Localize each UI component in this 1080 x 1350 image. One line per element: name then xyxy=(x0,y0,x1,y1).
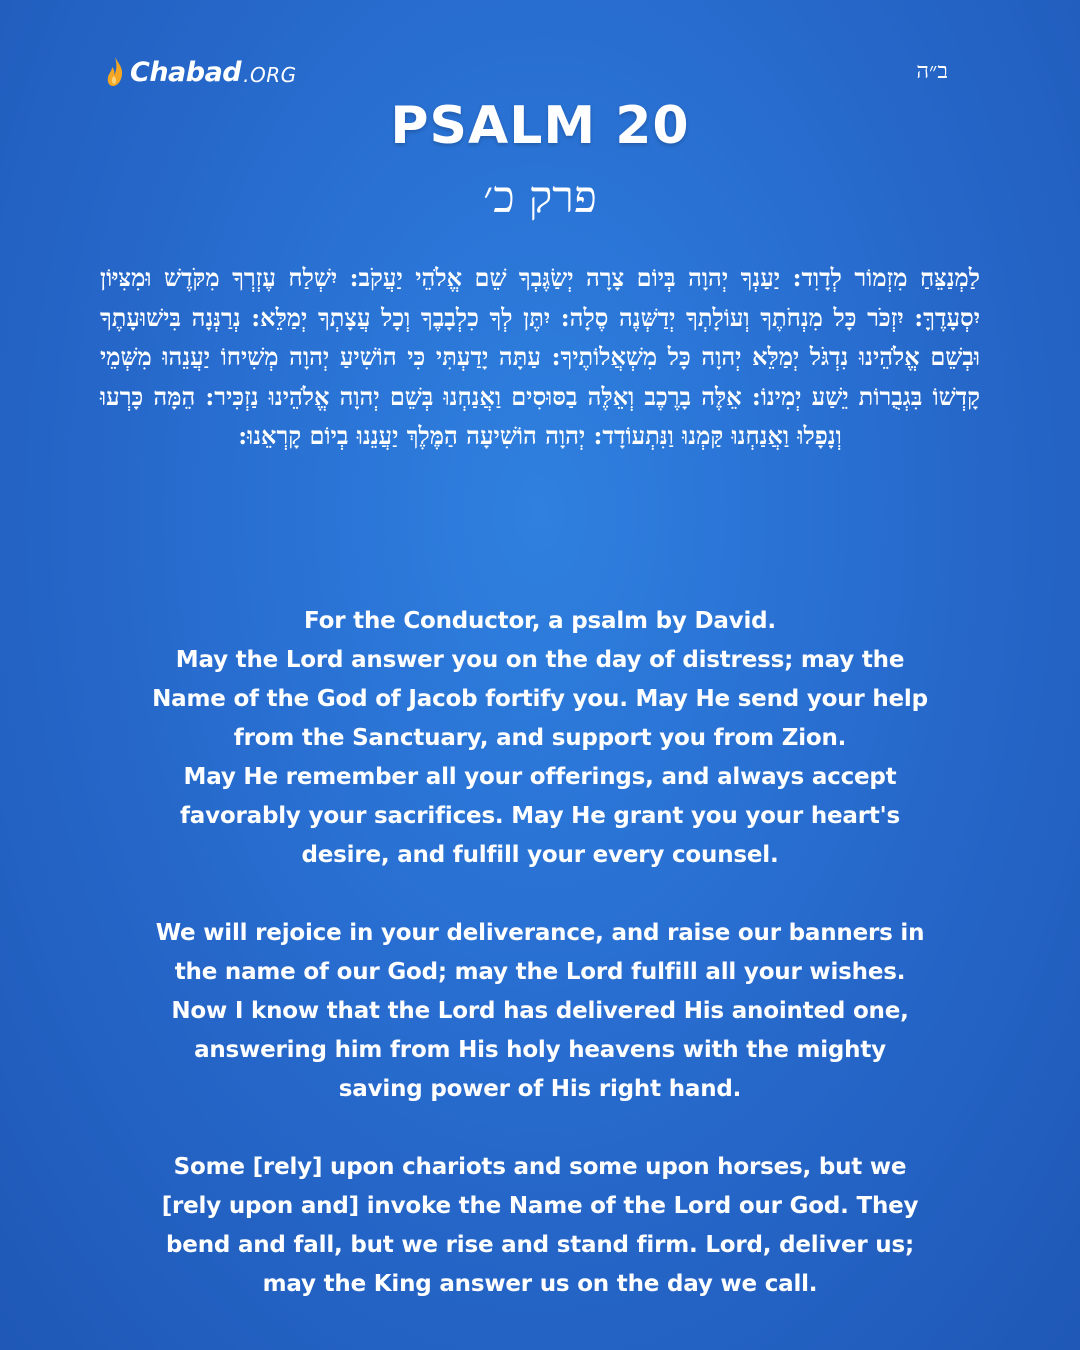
text-line: Name of the God of Jacob fortify you. May He send your help xyxy=(152,686,928,712)
text-line: Now I know that the Lord has delivered His anointed one, xyxy=(171,998,909,1024)
text-line: from the Sanctuary, and support you from Zion. xyxy=(233,725,847,751)
bsd-mark: ב״ה xyxy=(916,59,948,84)
text-line: We will rejoice in your deliverance, and raise our banners in xyxy=(155,920,925,946)
text-line: saving power of His right hand. xyxy=(338,1076,742,1102)
flame-icon xyxy=(104,56,126,88)
text-line: May He remember all your offerings, and always accept xyxy=(183,764,897,790)
text-line: the name of our God; may the Lord fulfill all your wishes. xyxy=(174,959,906,985)
text-line: may the King answer us on the day we call. xyxy=(262,1271,818,1297)
hebrew-text: לַמְנַצֵּחַ מִזְמוֹר לְדָוִד: יַעַנְךָ יְהוָה בְּיוֹם צָרָה יְשַׂגֶּבְךָ שֵׁם אֱלֹהֵי יַעֲקֹב: יִשְׁלַח עֶזְרְךָ מִקֹּדֶשׁ וּמִצִּיּוֹן יִסְעָדֶךָּ: יִזְכֹּר כָּל מִנְחֹתֶךָ וְעוֹלָתְךָ יְדַשְּׁנֶה סֶלָה: יִתֶּן לְךָ כִלְבָבֶךָ וְכָל עֲצָתְךָ יְמַלֵּא: נְרַנְּנָה בִּישׁוּעָתֶךָ וּבְשֵׁם אֱלֹהֵינוּ נִדְגֹּל יְמַלֵּא יְהוָה כָּל מִשְׁאֲלוֹתֶיךָ: עַתָּה יָדַעְתִּי כִּי הוֹשִׁיעַ יְהוָה מְשִׁיחוֹ יַעֲנֵהוּ מִשְּׁמֵי קָדְשׁוֹ בִּגְבֻרוֹת יֵשַׁע יְמִינוֹ: אֵלֶּה בָרֶכֶב וְאֵלֶּה בַסּוּסִים וַאֲנַחְנוּ בְּשֵׁם יְהוָה אֱלֹהֵינוּ נַזְכִּיר: הֵמָּה כָּרְעוּ וְנָפָלוּ וַאֲנַחְנוּ קַּמְנוּ וַנִּתְעוֹדָד: יְהוָה הוֹשִׁיעָה הַמֶּלֶךְ יַעֲנֵנוּ בְיוֹם קָרְאֵנוּ: xyxy=(100,263,980,450)
paragraph-3 xyxy=(100,1148,980,1304)
text-line: answering him from His holy heavens with the mighty xyxy=(194,1037,886,1063)
text-line: [rely upon and] invoke the Name of the Lord our God. They xyxy=(161,1193,919,1219)
text-line: For the Conductor, a psalm by David. xyxy=(304,608,776,634)
page-title: PSALM 20 xyxy=(390,96,690,156)
hebrew-title: פרק כ׳ xyxy=(483,172,597,223)
text-line: desire, and fulfill your every counsel. xyxy=(301,842,779,868)
text-line: favorably your sacrifices. May He grant you your heart's xyxy=(180,803,900,829)
text-line: bend and fall, but we rise and stand firm. Lord, deliver us; xyxy=(166,1232,914,1258)
chabad-logo[interactable] xyxy=(104,56,297,88)
logo-brand-text: Chabad xyxy=(130,56,242,88)
text-line: May the Lord answer you on the day of distress; may the xyxy=(175,647,905,673)
text-line: Some [rely] upon chariots and some upon horses, but we xyxy=(173,1154,907,1180)
paragraph-2 xyxy=(100,914,980,1109)
paragraph-1 xyxy=(100,602,980,875)
logo-suffix-text: .ORG xyxy=(243,63,297,87)
english-translation xyxy=(100,602,980,1343)
header xyxy=(0,52,1080,102)
